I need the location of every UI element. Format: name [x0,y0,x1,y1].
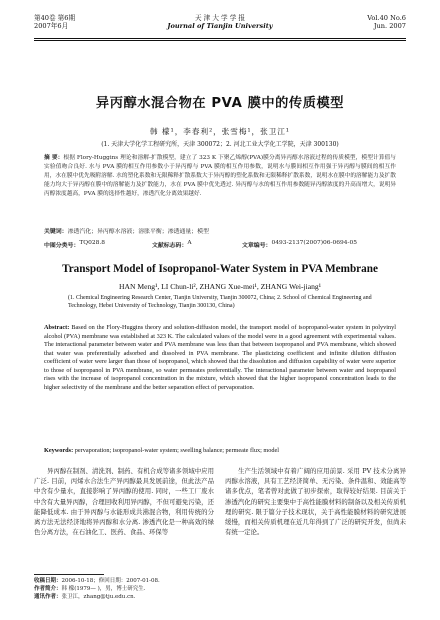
doc-code-value: A [187,240,192,246]
footnote-received [34,577,214,585]
chinese-abstract-label: 摘 要： [44,155,64,161]
footnote-author-text: 韩 檬(1979— )，男，博士研究生. [61,586,146,592]
footnote-author-label: 作者简介： [34,586,62,592]
footnote-received-text: 2006-10-18；修回日期：2007-01-08. [61,578,160,584]
english-keywords [44,447,396,456]
english-affiliation: (1. Chemical Engineering Research Center, Tianjin University, Tianjin 300072, China; 2. School of Chemical Engineering and Technology, Hebei University of Technology, Tianjin 300130, China) [68,295,372,310]
footnote-contact-text: 张卫江，zhang@tju.edu.cn. [61,594,136,600]
clc-label: 中图分类号： [44,242,80,249]
english-keywords-text: pervaporation; isopropanol-water system; swelling balance; permeate flux; model [74,447,280,454]
chinese-keywords-text: 渗透汽化；异丙醇水溶液；溶胀平衡；渗透通量；模型 [67,229,209,235]
clc-value: TQ028.8 [79,240,105,246]
footnotes [34,577,214,601]
body-column-left [34,466,214,537]
footnote-rule [34,574,104,575]
clc-item [44,240,105,249]
header-rule [34,38,406,41]
english-authors: HAN Meng¹, LI Chun-li², ZHANG Xue-mei¹, ZHANG Wei-jiang¹ [119,282,321,291]
chinese-abstract-text: 根据 Flory-Huggins 理论和溶解-扩散模型，建立了 323 K 下聚乙烯醇(PVA)膜分离异丙醇水溶液过程的传质模型，模型计算值与实验值吻合良好. 水与 PVA 膜的相互作用参数小于异丙醇与 PVA 膜的相互作用参数，说明水与膜间相互作用强于异丙醇与膜间的相互作用，水在膜中优先吸附溶解. 水的塑化系数和无限稀释扩散系数大于异丙醇的塑化系数和无限稀释扩散系数，说明水在膜中的溶解能力及扩散能力均大于异丙醇在膜中的溶解能力及扩散能力，水在 PVA 膜中优先透过. 异丙醇与水的相互作用参数随异丙醇浓度的升高而增大，说明异丙醇浓度越高，PVA 膜的选择性越好，渗透汽化分离效果越好. [44,155,396,198]
header-volume-en: Vol.40 No.6 [367,14,406,22]
header-journal-cn: 天 津 大 学 学 报 [194,14,246,22]
article-number-label: 文章编号： [242,242,272,249]
footnote-contact-label: 通讯作者： [34,594,62,600]
header-date-cn: 2007年6月 [34,22,69,31]
doc-code-item [152,240,192,249]
header-center [34,14,406,30]
header-date-en: Jun. 2007 [373,22,406,31]
running-header [34,14,406,36]
article-number-value: 0493-2137(2007)06-0694-05 [271,240,357,246]
footnote-contact [34,593,214,601]
english-keywords-label: Keywords: [44,447,74,454]
chinese-abstract [44,154,396,199]
header-right [367,14,406,30]
english-abstract [44,324,396,392]
header-volume-cn: 第40卷 第6期 [34,14,76,22]
english-title: Transport Model of Isopropanol-Water System in PVA Membrane [62,263,378,275]
chinese-keywords-label: 关键词： [44,229,68,235]
english-abstract-text: Based on the Flory-Huggins theory and solution-diffusion model, the transport model of isopropanol-water system in polyvinyl alcohol (PVA) membrane was established at 323 K. The calculated values of the model were in a good agreement with experimental values. The interactional parameter between water and PVA membrane was less than that between isopropanol and PVA membrane, which showed that water was preferentially adsorbed and dissolved in PVA membrane. The plasticizing coefficient and infinite dilution diffusion coefficient of water were larger than those of isopropanol, which showed that the dissolution and diffusion capability of water were superior to those of isopropanol in PVA membrane, so water permeates preferentially. The interactional parameter between water and isopropanol rises with the increase of isopropanol concentration in the mixture, which showed that the higher isopropanol concentration leads to the higher selectivity of the membrane and the better separation effect of pervaporation. [44,324,396,391]
body-column-right [225,466,406,537]
chinese-affiliation: (1. 天津大学化学工程研究所，天津 300072；2. 河北工业大学化工学院，天津 300130) [101,141,339,148]
article-number-item [242,240,357,249]
english-abstract-label: Abstract: [44,324,70,331]
footnote-received-label: 收稿日期： [34,578,62,584]
chinese-keywords [44,228,396,236]
footnote-author [34,585,214,593]
chinese-authors: 韩 檬¹，李春利²，张雪梅¹，张卫江¹ [150,127,290,136]
doc-code-label: 文献标志码： [152,242,188,249]
body-paragraph: 生产生活领域中有着广阔的应用前景. 采用 PV 技术分离异丙醇水溶液，具有工艺经济简单、无污染、条件温和、效能高等诸多优点，笔者曾对此做了初步探索，取得较好结果. 目前关于渗透汽化的研究主要集中于高性能膜材料的制备以及相关传质机理的研究. 限于篇分子技术现状，关于高性能膜材料的研究进展缓慢，而相关传质机理在近几年得到了广泛的研究开发，但尚未有统一定论。 [225,467,406,537]
header-journal-en: Journal of Tianjin University [167,22,273,31]
body-paragraph: 异丙醇在制剂、清洗剂、制药、有机合成等诸多领域中应用广泛. 目前，丙烯水合法生产异丙醇最具发展前途，但此法产品中含有少量水，直接影响了异丙醇的使用. 同时，一些工厂废水中含有大量异丙醇，合理回收利用异丙醇，不但可避免污染，还能降低成本. 由于异丙醇与水能形成共沸混合物，利用传统的分离方法无法经济地将异丙醇和水分离. 渗透汽化是一种高效的绿色分离方法，在石油化工、医药、食品、环保等 [34,467,214,537]
chinese-title: 异丙醇水混合物在 PVA 膜中的传质模型 [95,96,345,111]
